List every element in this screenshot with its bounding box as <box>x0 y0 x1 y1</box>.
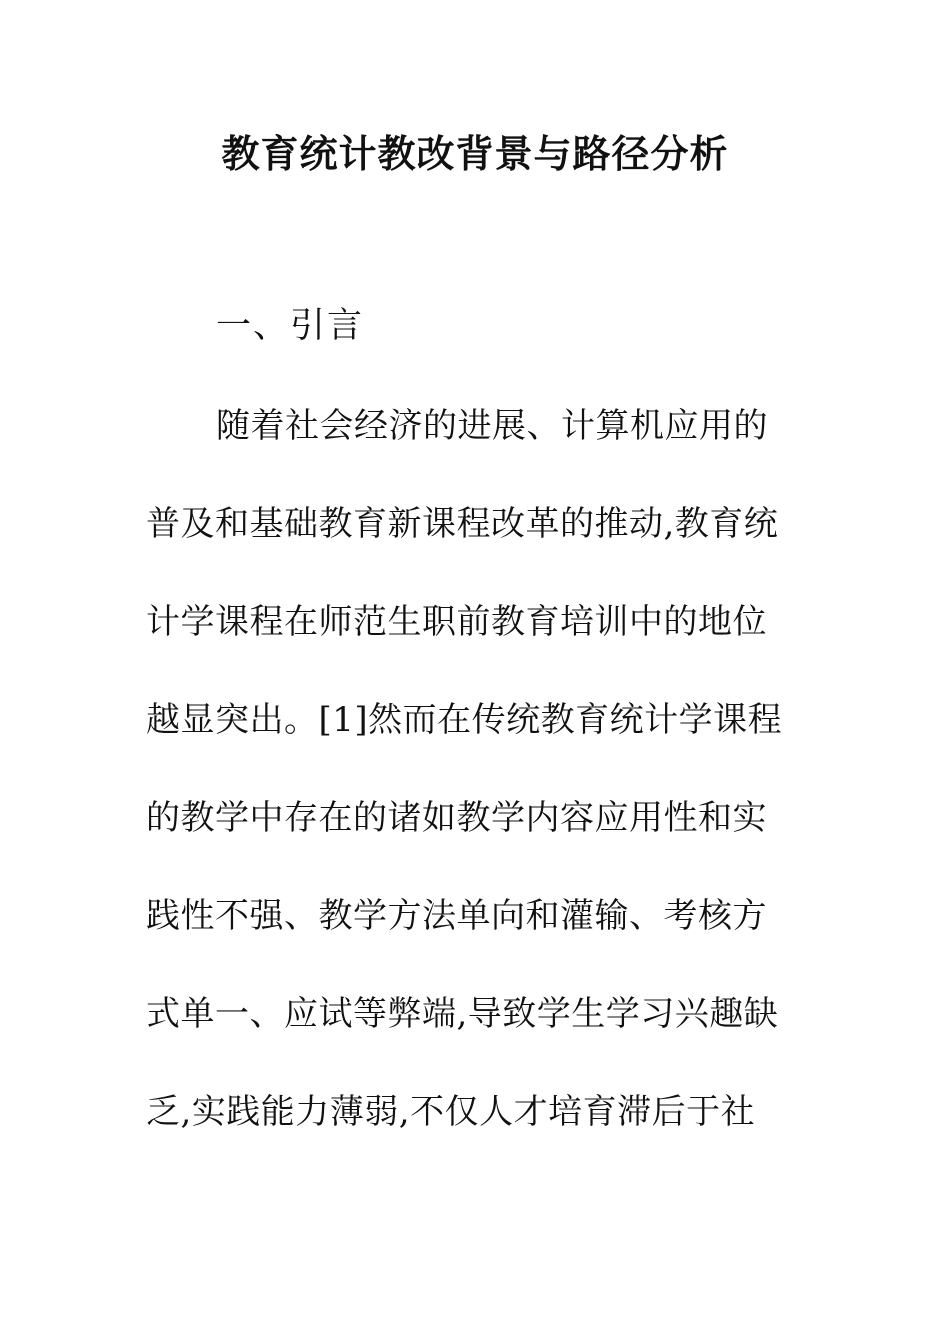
paragraph-line: 践性不强、教学方法单向和灌输、考核方 <box>146 896 767 936</box>
paragraph-line: 随着社会经济的进展、计算机应用的 <box>216 406 768 446</box>
paragraph-line: 越显突出。[1]然而在传统教育统计学课程 <box>146 700 783 740</box>
section-heading: 一、引言 <box>216 306 365 346</box>
paragraph-line: 的教学中存在的诸如教学内容应用性和实 <box>146 798 767 838</box>
paragraph-line: 计学课程在师范生职前教育培训中的地位 <box>146 602 767 642</box>
paragraph-line: 普及和基础教育新课程改革的推动,教育统 <box>146 504 779 544</box>
paragraph-line: 乏,实践能力薄弱,不仅人才培育滞后于社 <box>146 1092 756 1132</box>
document-title: 教育统计教改背景与路径分析 <box>221 131 729 176</box>
paragraph-line: 式单一、应试等弊端,导致学生学习兴趣缺 <box>146 994 779 1034</box>
